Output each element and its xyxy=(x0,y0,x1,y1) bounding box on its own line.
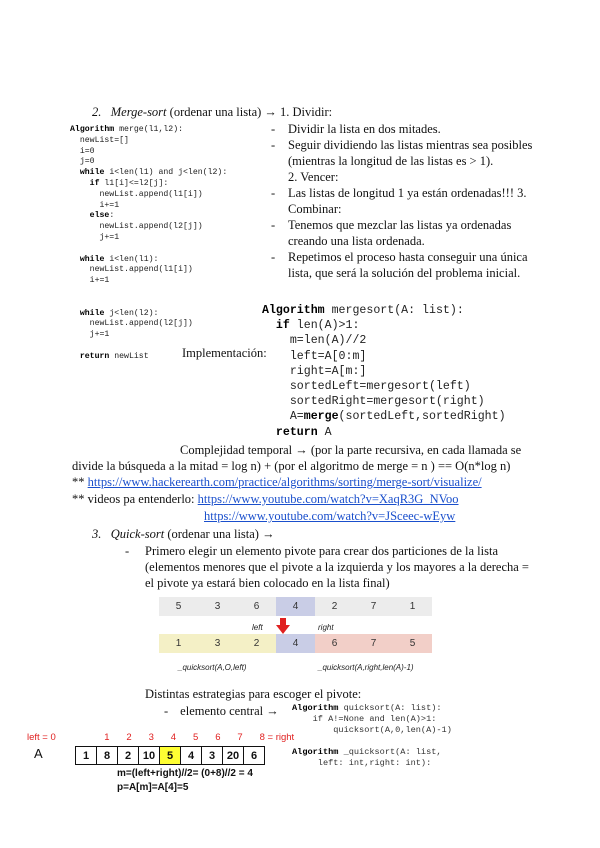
bullet-item: - Seguir dividiendo las listas mientras sea posibles (mientras la longitud de las listas es > 1). xyxy=(271,138,533,168)
code-line: left: int,right: int): xyxy=(292,758,432,768)
quick-sort-heading xyxy=(92,526,572,542)
example-cell: 10 xyxy=(139,747,160,765)
code-line: return A xyxy=(275,425,332,439)
code-line: Algorithm _quicksort(A: list, xyxy=(292,747,442,757)
sub-bullet: - elemento central → xyxy=(164,704,279,718)
index-label: 6 xyxy=(215,732,221,743)
code-line: if A!=None and len(A)>1: xyxy=(292,714,437,724)
array-cell: 1 xyxy=(159,634,198,653)
merge-sort-heading xyxy=(92,104,572,120)
right-tag: right xyxy=(318,623,334,632)
example-cell: 5 xyxy=(160,747,181,765)
array-cell: 5 xyxy=(159,597,198,616)
quicksort-code-block xyxy=(292,703,452,769)
link-line-3 xyxy=(204,508,455,524)
bullet-item: - Tenemos que mezclar las listas ya ordenadas creando una lista ordenada. xyxy=(271,218,512,248)
code-line: i=0 xyxy=(70,146,95,156)
youtube-link-1[interactable]: https://www.youtube.com/watch?v=XaqR3G_NVoo xyxy=(197,492,459,506)
code-line: Algorithm merge(l1,l2): xyxy=(70,125,184,134)
merge-code-block xyxy=(70,125,270,363)
bullet-item: - Las listas de longitud 1 ya están ordenadas!!! 3. Combinar: xyxy=(271,186,527,216)
code-line: if len(A)>1: xyxy=(275,319,360,333)
formula-pivot: p=A[m]=A[4]=5 xyxy=(117,782,189,793)
example-cell: 6 xyxy=(244,747,265,765)
code-line: else: xyxy=(89,211,115,221)
code-line: Algorithm mergesort(A: list): xyxy=(262,304,464,317)
bullet-item: 2. Vencer: xyxy=(288,170,339,184)
code-line xyxy=(70,244,270,255)
code-line: newList=[] xyxy=(70,135,129,145)
example-cell: 20 xyxy=(223,747,244,765)
index-label: 8 = right xyxy=(259,732,295,743)
example-cell: 3 xyxy=(202,747,223,765)
array-cell: 5 xyxy=(393,634,432,653)
strategies-text: Distintas estrategias para escoger el pivote: xyxy=(145,687,362,701)
formula-mid: m=(left+right)//2= (0+8)//2 = 4 xyxy=(117,768,253,779)
code-line: return newList xyxy=(79,351,149,361)
pivot-arrow-icon xyxy=(276,618,290,634)
section-title: Quick-sort xyxy=(110,527,165,541)
code-line: j+=1 xyxy=(70,330,110,340)
example-cell: 2 xyxy=(118,747,139,765)
array-cell: 7 xyxy=(354,634,393,653)
section-number: 2. xyxy=(92,105,102,119)
code-line xyxy=(70,298,270,309)
array-cell: 4 xyxy=(276,597,315,616)
index-labels xyxy=(27,732,295,744)
mergesort-code-block xyxy=(262,303,506,440)
example-array xyxy=(75,746,265,765)
section-desc: (ordenar una lista) → 1. Dividir: xyxy=(166,105,333,119)
merge-bullets xyxy=(271,121,548,281)
code-line: if l1[i]<=l2[j]: xyxy=(89,178,169,188)
index-label: 5 xyxy=(193,732,199,743)
array-name: A xyxy=(34,746,43,761)
array-cell: 7 xyxy=(354,597,393,616)
code-line xyxy=(70,287,270,298)
array-cell: 6 xyxy=(315,634,354,653)
array-cell: 2 xyxy=(315,597,354,616)
code-line: newList.append(l2[j]) xyxy=(70,319,193,329)
index-label: 7 xyxy=(237,732,243,743)
code-line: m=len(A)//2 xyxy=(262,334,367,348)
example-cell: 4 xyxy=(181,747,202,765)
code-line: i+=1 xyxy=(70,276,110,286)
array-cell: 3 xyxy=(198,597,237,616)
code-line: quicksort(A,0,len(A)-1) xyxy=(292,725,452,735)
array-cell: 4 xyxy=(276,634,315,653)
array-cell: 2 xyxy=(237,634,276,653)
code-line: sortedRight=mergesort(right) xyxy=(262,395,485,409)
left-tag: left xyxy=(252,623,263,632)
code-line: newList.append(l1[i]) xyxy=(70,265,193,275)
partition-top-row xyxy=(159,597,432,616)
code-line: newList.append(l1[i]) xyxy=(70,189,203,199)
code-line: j=0 xyxy=(70,157,95,167)
index-label: 2 xyxy=(126,732,132,743)
code-line: left=A[0:m] xyxy=(262,349,367,363)
bullet-item: - Dividir la lista en dos mitades. xyxy=(271,122,441,136)
code-line: A=merge(sortedLeft,sortedRight) xyxy=(262,410,506,424)
index-label: 1 xyxy=(104,732,110,743)
example-cell: 8 xyxy=(97,747,118,765)
code-line: newList.append(l2[j]) xyxy=(70,222,203,232)
hackerearth-link[interactable]: https://www.hackerearth.com/practice/algorithms/sorting/merge-sort/visualize/ xyxy=(87,475,482,489)
index-label: 4 xyxy=(170,732,177,743)
code-line: while j<len(l2): xyxy=(79,308,159,318)
array-cell: 6 xyxy=(237,597,276,616)
array-cell: 3 xyxy=(198,634,237,653)
section-number: 3. xyxy=(92,527,102,541)
code-line: j+=1 xyxy=(70,232,120,242)
complexity-text: Complejidad temporal → (por la parte recursiva, en cada llamada se divide la búsqueda a la mitad = log n) + (por el algoritmo de merge = n ) == O(n*log n) xyxy=(72,443,522,473)
bullet-item: - Repetimos el proceso hasta conseguir una única lista, que será la solución del problema inicial. xyxy=(271,250,528,280)
array-cell: 1 xyxy=(393,597,432,616)
call-left: _quicksort(A,O,left) xyxy=(178,663,247,672)
quick-sort-bullet: - Primero elegir un elemento pivote para crear dos particiones de la lista (elementos menores que el pivote a la izquierda y los mayores a la derecha = el pivote ya estará bien colocado en la lista final) xyxy=(125,544,529,590)
code-line xyxy=(292,736,452,747)
implementation-label: Implementación: xyxy=(182,346,267,360)
code-line: sortedLeft=mergesort(left) xyxy=(262,380,471,394)
code-line: i+=1 xyxy=(70,200,120,210)
index-label: left = 0 xyxy=(27,732,56,743)
example-cell: 1 xyxy=(76,747,97,765)
code-line: right=A[m:] xyxy=(262,364,367,378)
partition-bottom-row xyxy=(159,634,432,653)
youtube-link-2[interactable]: https://www.youtube.com/watch?v=JSceec-wEyw xyxy=(204,509,456,523)
link-line-2: ** videos pa entenderlo: https://www.youtube.com/watch?v=XaqR3G_NVoo xyxy=(72,492,459,506)
index-label: 3 xyxy=(148,732,154,743)
section-title: Merge-sort xyxy=(110,105,167,119)
code-line: while i<len(l1) and j<len(l2): xyxy=(79,168,228,178)
code-line: Algorithm quicksort(A: list): xyxy=(292,703,442,713)
section-desc: (ordenar una lista) → xyxy=(164,527,275,541)
link-line-1: ** https://www.hackerearth.com/practice/algorithms/sorting/merge-sort/visualize/ xyxy=(72,475,482,489)
code-line: while i<len(l1): xyxy=(79,254,159,264)
call-right: _quicksort(A,right,len(A)-1) xyxy=(318,663,414,672)
